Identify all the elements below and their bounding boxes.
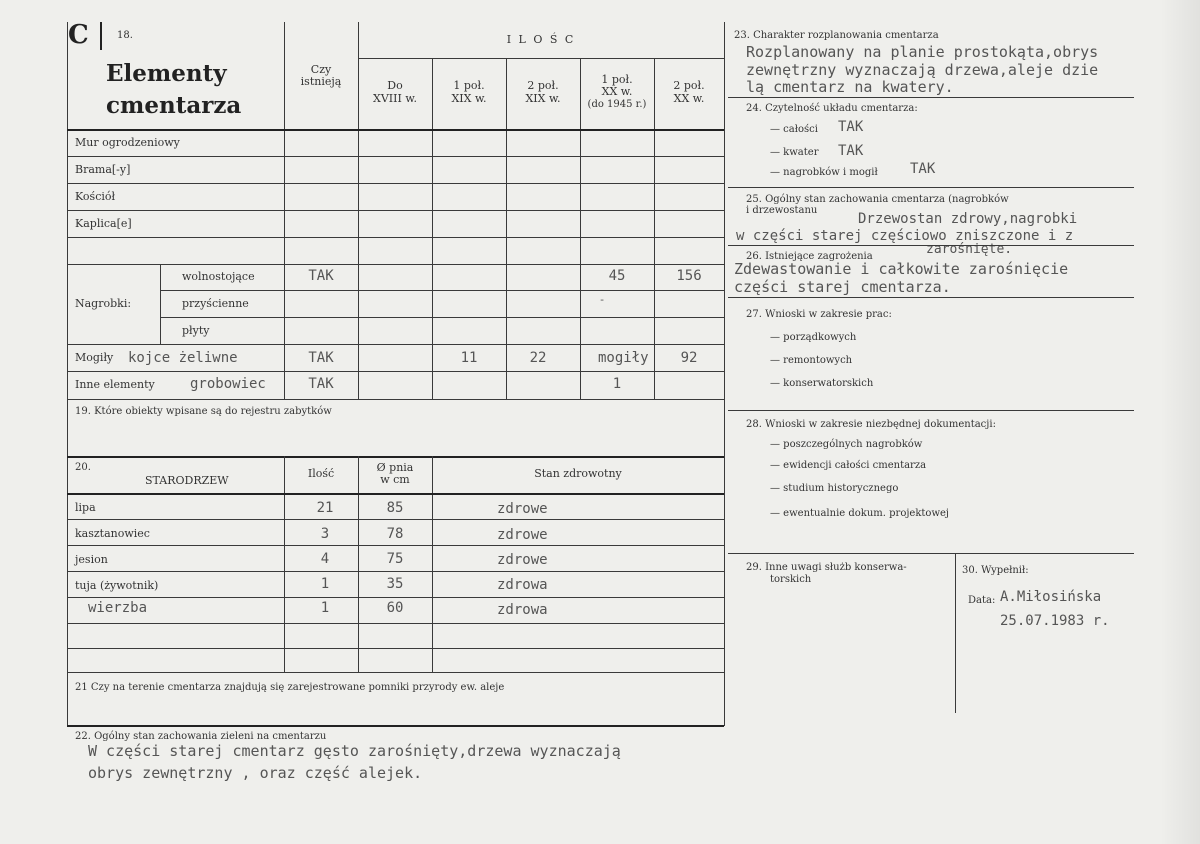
tree-diam: 35 [386, 576, 404, 592]
q25-line3: zarośnięte. [926, 242, 1013, 257]
col1-l1: Do [387, 79, 403, 92]
inne-c4: 1 [612, 376, 622, 392]
q22-line1: W części starej cmentarz gęsto zarośnięty,drzewa wyznaczają [88, 742, 621, 760]
przysc-c4: - [598, 293, 606, 306]
q26-line2: części starej cmentarza. [734, 278, 951, 296]
q27-label: 27. Wnioski w zakresie prac: [746, 309, 892, 320]
q25-line1: Drzewostan zdrowy,nagrobki [858, 211, 1078, 227]
col-ilosc-header: I L O Ś C [506, 33, 576, 46]
wolno-c5: 156 [676, 268, 702, 284]
mogily-c3: 22 [529, 350, 547, 366]
tree-qty: 3 [320, 526, 330, 542]
mogily-exists: TAK [308, 350, 334, 366]
left-border [67, 22, 68, 726]
tree-name: jesion [75, 553, 108, 566]
q28-b: — ewidencji całości cmentarza [770, 460, 927, 471]
tree-diam: 85 [386, 500, 404, 516]
tree-qty: 21 [316, 500, 334, 516]
tree-name: wierzba [88, 600, 148, 616]
q28-d: — ewentualnie dokum. projektowej [770, 508, 950, 519]
wolno-exists: TAK [308, 268, 334, 284]
q24-b-val: TAK [838, 143, 864, 159]
q29-label2: torskich [770, 574, 812, 585]
mogily-c4: mogiły [598, 350, 649, 366]
col4-l2: (do 1945 r.) [587, 99, 647, 110]
q28-c: — studium historycznego [770, 483, 899, 494]
col2-l1: 1 poł. [453, 79, 485, 92]
q30-date: 25.07.1983 r. [1000, 613, 1110, 629]
row-brama: Brama[-y] [75, 163, 131, 176]
col3-l2: XIX w. [525, 92, 561, 105]
q25-label1: 25. Ogólny stan zachowania cmentarza (nagrobków [746, 194, 1009, 205]
q24-a: — całości [770, 124, 818, 135]
tree-diam: 60 [386, 600, 404, 616]
q30-label: 30. Wypełnił: [962, 565, 1029, 576]
q24-b: — kwater [770, 147, 819, 158]
tree-diam: 75 [386, 551, 404, 567]
row-przyscienne: przyścienne [182, 297, 249, 310]
q30-date-label: Data: [968, 595, 996, 606]
mogily-c2: 11 [460, 350, 478, 366]
inne-exists: TAK [308, 376, 334, 392]
tree-health: zdrowa [497, 602, 548, 618]
col5-l2: XX w. [673, 92, 705, 105]
q25-label2: i drzewostanu [746, 205, 818, 216]
tree-diam: 78 [386, 526, 404, 542]
letter-divider [100, 22, 102, 50]
middle-border [724, 22, 725, 726]
row-kosciol: Kościół [75, 190, 116, 203]
q27-c: — konserwatorskich [770, 378, 874, 389]
trees-col-health: Stan zdrowotny [534, 467, 622, 480]
section-number: 18. [117, 30, 133, 41]
q24-c: — nagrobków i mogił [770, 167, 878, 178]
q27-a: — porządkowych [770, 332, 857, 343]
col3-l1: 2 poł. [527, 79, 559, 92]
tree-health: zdrowe [497, 501, 548, 517]
trees-col-qty: Ilość [307, 467, 335, 480]
wolno-c4: 45 [608, 268, 626, 284]
tree-health: zdrowe [497, 552, 548, 568]
tree-health: zdrowe [497, 527, 548, 543]
q25-line2: w części starej częściowo zniszczone i z [736, 228, 1074, 244]
col1-l2: XVIII w. [373, 92, 417, 105]
col2-l2: XIX w. [451, 92, 487, 105]
mogily-desc: kojce żeliwne [128, 350, 238, 366]
tree-qty: 4 [320, 551, 330, 567]
row-inne: Inne elementy [75, 378, 155, 391]
q28-label: 28. Wnioski w zakresie niezbędnej dokumentacji: [746, 419, 996, 430]
page-edge-shade [1160, 0, 1200, 844]
tree-name: tuja (żywotnik) [75, 579, 159, 592]
row-plyty: płyty [182, 324, 210, 337]
q19-label: 19. Które obiekty wpisane są do rejestru zabytków [75, 406, 332, 417]
mogily-c5: 92 [680, 350, 698, 366]
q23-line1: Rozplanowany na planie prostokąta,obrys [746, 43, 1099, 61]
row-kaplica: Kaplica[e] [75, 217, 132, 230]
q27-b: — remontowych [770, 355, 853, 366]
q23-line2: zewnętrzny wyznaczają drzewa,aleje dzie [746, 61, 1099, 79]
q22-label: 22. Ogólny stan zachowania zieleni na cmentarzu [75, 731, 327, 742]
q28-a: — poszczególnych nagrobków [770, 439, 923, 450]
q24-a-val: TAK [838, 119, 864, 135]
q23-label: 23. Charakter rozplanowania cmentarza [734, 30, 939, 41]
tree-qty: 1 [320, 576, 330, 592]
q26-label: 26. Istniejące zagrożenia [746, 251, 873, 262]
col5-l1: 2 poł. [673, 79, 705, 92]
tree-name: lipa [75, 501, 96, 514]
title-line1: Elementy [106, 60, 227, 87]
tree-qty: 1 [320, 600, 330, 616]
inne-desc: grobowiec [190, 376, 266, 392]
q24-label: 24. Czytelność układu cmentarza: [746, 103, 918, 114]
col4-l1: 1 poł. XX w. [601, 73, 633, 98]
row-wolnostojace: wolnostojące [182, 270, 255, 283]
q22-line2: obrys zewnętrzny , oraz część alejek. [88, 764, 423, 782]
row-nagrobki: Nagrobki: [75, 297, 132, 310]
q29-label1: 29. Inne uwagi służb konserwa- [746, 562, 907, 573]
row-mur: Mur ogrodzeniowy [75, 136, 180, 149]
title-line2: cmentarza [106, 92, 242, 119]
section-letter: C [68, 20, 89, 50]
tree-health: zdrowa [497, 577, 548, 593]
q23-line3: lą cmentarz na kwatery. [746, 78, 954, 96]
trees-col-diam: Ø pnia w cm [376, 461, 414, 486]
tree-name: kasztanowiec [75, 527, 150, 540]
trees-header: STARODRZEW [145, 474, 229, 487]
trees-num: 20. [75, 462, 91, 473]
q24-c-val: TAK [910, 161, 936, 177]
q26-line1: Zdewastowanie i całkowite zarośnięcie [734, 260, 1069, 278]
q21-label: 21 Czy na terenie cmentarza znajdują się zarejestrowane pomniki przyrody ew. aleje [75, 682, 505, 693]
q30-name: A.Miłosińska [1000, 589, 1102, 605]
col-exists-header: Czy istnieją [300, 63, 342, 88]
row-mogily: Mogiły [75, 351, 114, 364]
